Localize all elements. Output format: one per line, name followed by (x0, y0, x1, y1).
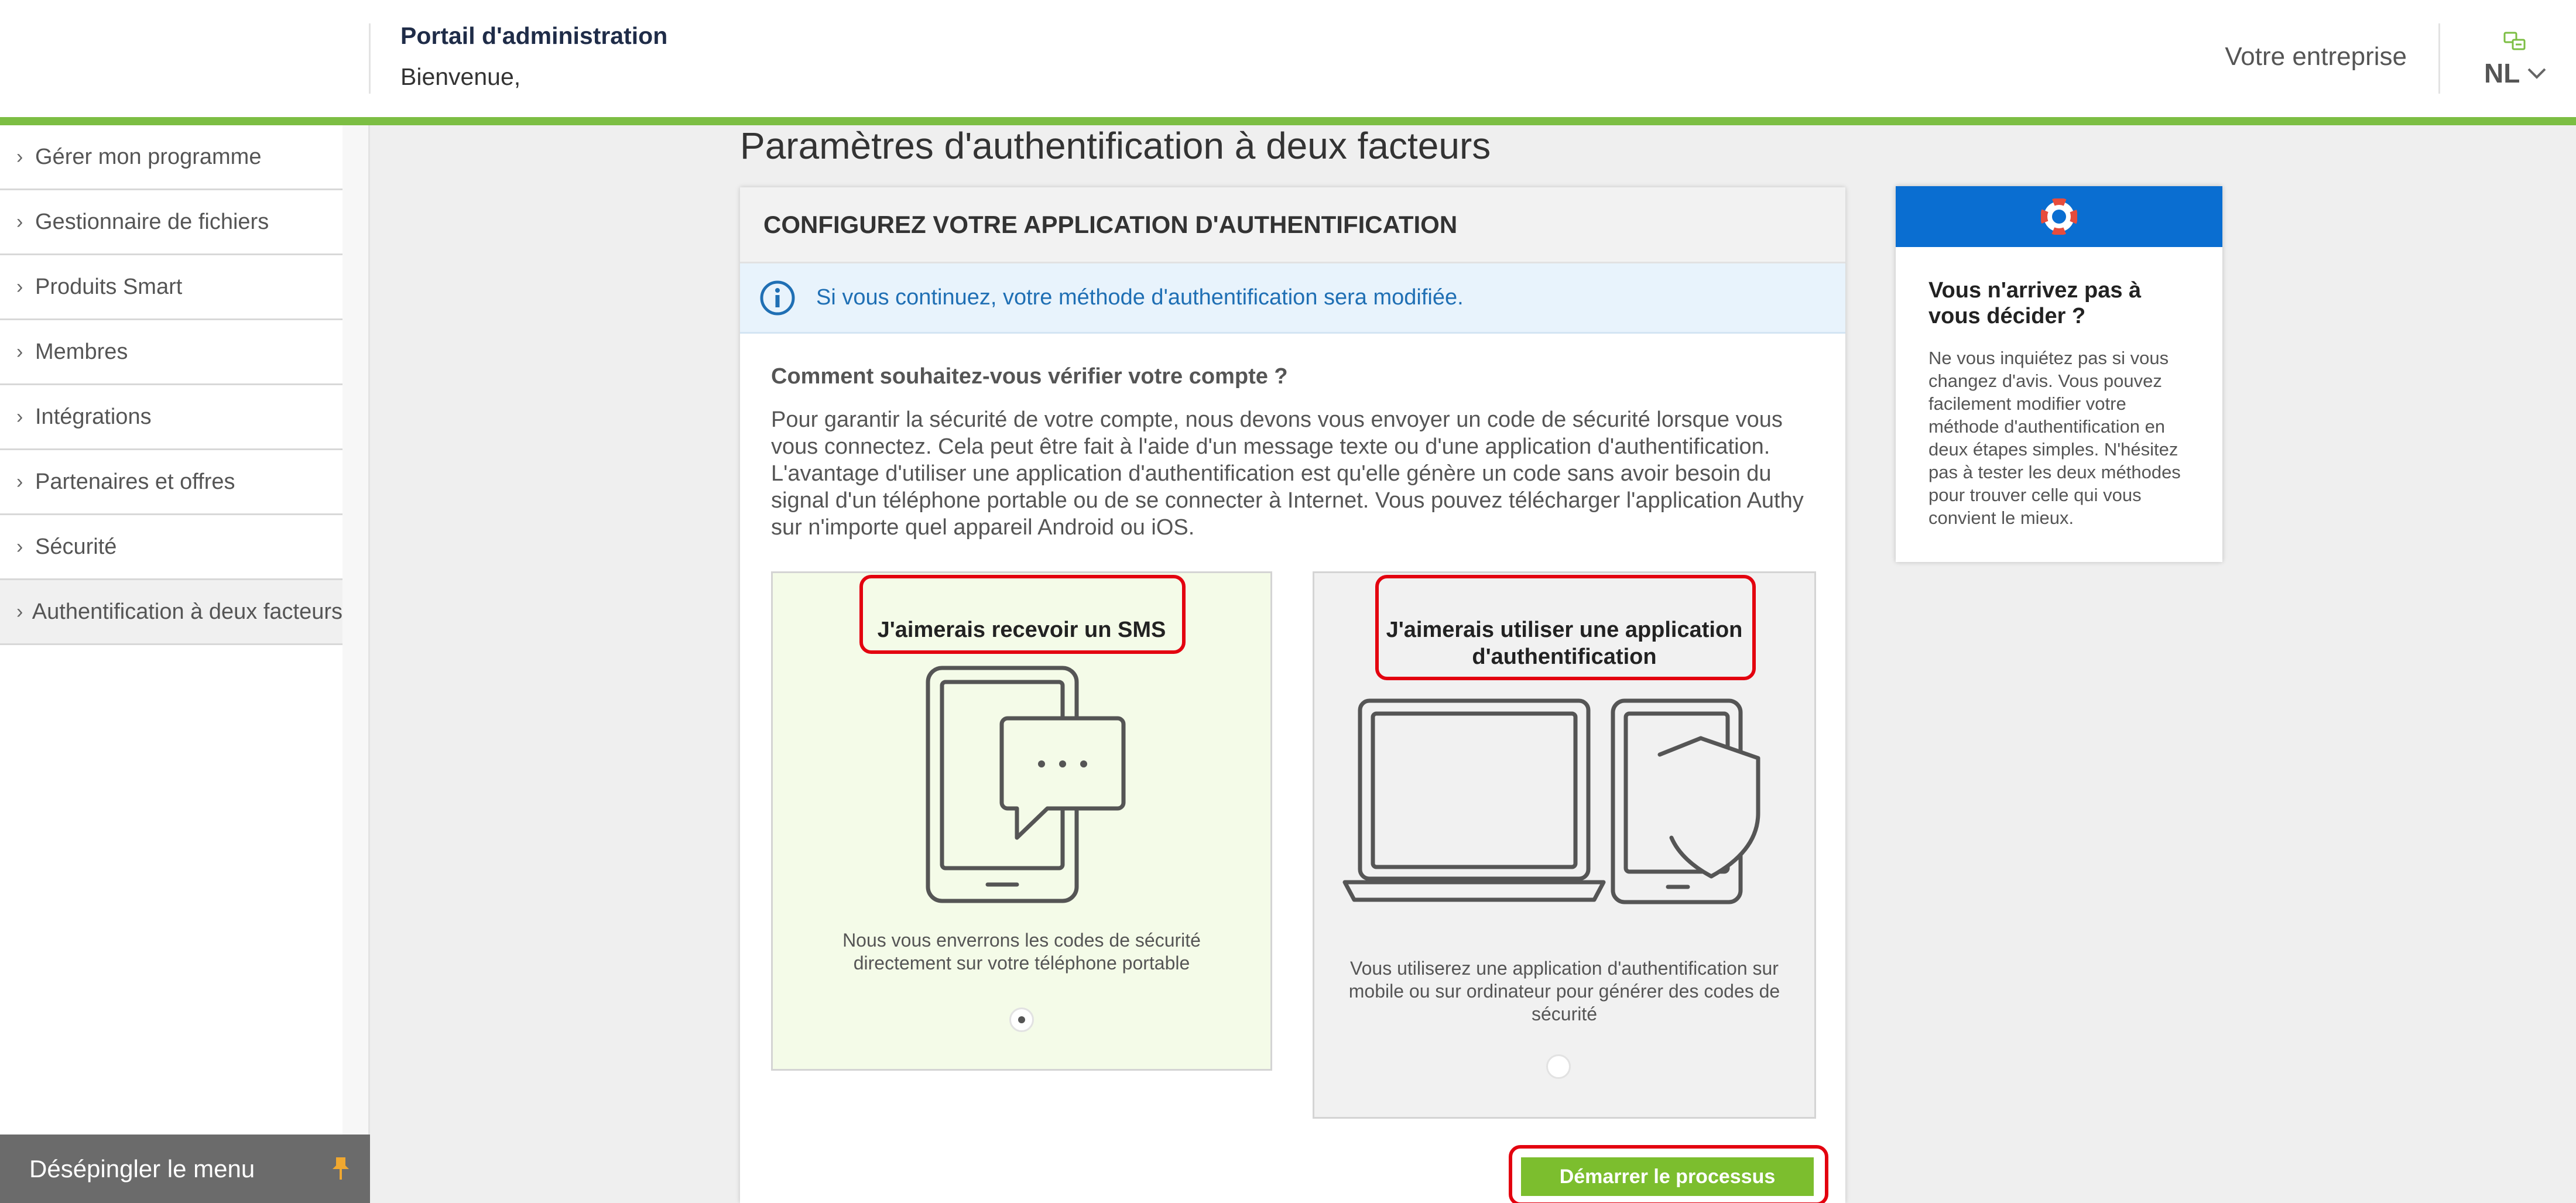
lifebuoy-icon (2041, 198, 2077, 235)
card-header (740, 187, 1845, 263)
page-title: Paramètres d'authentification à deux facteurs (740, 125, 1491, 167)
sidebar-nav (0, 125, 342, 645)
help-panel (1896, 186, 2222, 562)
option-app-title: J'aimerais utiliser une application d'authentification (1386, 618, 1743, 669)
translate-icon (2503, 32, 2527, 52)
card-title: CONFIGUREZ VOTRE APPLICATION D'AUTHENTIFICATION (763, 210, 1458, 238)
start-process-button[interactable]: Démarrer le processus (1521, 1157, 1814, 1196)
chevron-down-icon (2527, 67, 2547, 80)
top-header (0, 0, 2576, 117)
info-banner (740, 263, 1845, 334)
sidebar (0, 125, 370, 1203)
info-banner-text: Si vous continuez, votre méthode d'authentification sera modifiée. (816, 285, 1464, 310)
help-panel-header (1896, 186, 2222, 247)
chevron-right-icon: › (16, 600, 23, 623)
option-app-radio[interactable] (1546, 1054, 1571, 1079)
verification-description: Pour garantir la sécurité de votre compte, nous devons vous envoyer un code de sécurité lorsque vous vous connectez. Cela peut être fait à l'aide d'un message texte ou d'une application d'authentification. L'avantage d'utiliser une application d'authentification est qu'elle génère un code sans avoir besoin du signal d'un téléphone portable ou de se connecter à Internet. Vous pouvez télécharger l'application Authy sur n'importe quel appareil Android ou iOS. (771, 407, 1804, 540)
sidebar-item-partenaires-offres[interactable] (0, 450, 342, 515)
sidebar-item-label: Gérer mon programme (35, 144, 262, 169)
sidebar-item-label: Produits Smart (35, 274, 183, 299)
sidebar-item-label: Partenaires et offres (35, 469, 235, 494)
chevron-right-icon: › (16, 275, 23, 298)
chevron-right-icon: › (16, 470, 23, 493)
help-body: Ne vous inquiétez pas si vous changez d'avis. Vous pouvez facilement modifier votre méthode d'authentification en deux étapes simples. N'hésitez pas à tester les deux méthodes pour trouver celle qui vous convient le mieux. (1928, 348, 2181, 528)
unpin-menu-label: Désépingler le menu (29, 1154, 255, 1183)
sidebar-item-label: Authentification à deux facteurs (32, 599, 342, 624)
chevron-right-icon: › (16, 210, 23, 233)
language-code: NL (2484, 58, 2520, 88)
language-selector[interactable] (2484, 57, 2547, 89)
welcome-text: Bienvenue, (400, 63, 521, 90)
sidebar-item-label: Gestionnaire de fichiers (35, 209, 269, 234)
laptop-tablet-shield-icon (1342, 698, 1792, 906)
header-divider (2438, 23, 2440, 94)
chevron-right-icon: › (16, 145, 23, 168)
unpin-menu-button[interactable] (0, 1135, 370, 1203)
sidebar-item-label: Sécurité (35, 534, 117, 559)
help-title: Vous n'arrivez pas à vous décider ? (1928, 278, 2142, 328)
option-sms-title: J'aimerais recevoir un SMS (877, 618, 1166, 642)
option-sms-description: Nous vous enverrons les codes de sécurité directement sur votre téléphone portable (842, 930, 1201, 974)
option-sms-radio[interactable] (1009, 1007, 1034, 1032)
setup-card (740, 187, 1845, 1203)
chevron-right-icon: › (16, 535, 23, 558)
verification-question: Comment souhaitez-vous vérifier votre compte ? (771, 364, 1288, 389)
sidebar-item-produits-smart[interactable] (0, 255, 342, 320)
header-divider (369, 23, 371, 94)
portal-title: Portail d'administration (400, 22, 668, 49)
sidebar-item-authentification-deux-facteurs[interactable] (0, 580, 342, 645)
info-icon (759, 279, 796, 317)
chevron-right-icon: › (16, 340, 23, 363)
sidebar-item-membres[interactable] (0, 320, 342, 385)
option-app-description: Vous utiliserez une application d'authentification sur mobile ou sur ordinateur pour générer des codes de sécurité (1348, 958, 1780, 1024)
pin-icon (330, 1156, 351, 1182)
option-app-card[interactable] (1313, 571, 1816, 1119)
sidebar-item-label: Membres (35, 339, 128, 364)
sidebar-item-gestionnaire-fichiers[interactable] (0, 190, 342, 255)
sidebar-item-integrations[interactable] (0, 385, 342, 450)
sidebar-item-securite[interactable] (0, 515, 342, 580)
sidebar-item-label: Intégrations (35, 404, 152, 429)
option-sms-card[interactable] (771, 571, 1272, 1071)
chevron-right-icon: › (16, 405, 23, 428)
sidebar-scroll-strip (342, 125, 368, 1203)
phone-message-icon (924, 664, 1127, 904)
company-link[interactable]: Votre entreprise (2225, 42, 2407, 71)
sidebar-item-gerer-programme[interactable] (0, 125, 342, 190)
